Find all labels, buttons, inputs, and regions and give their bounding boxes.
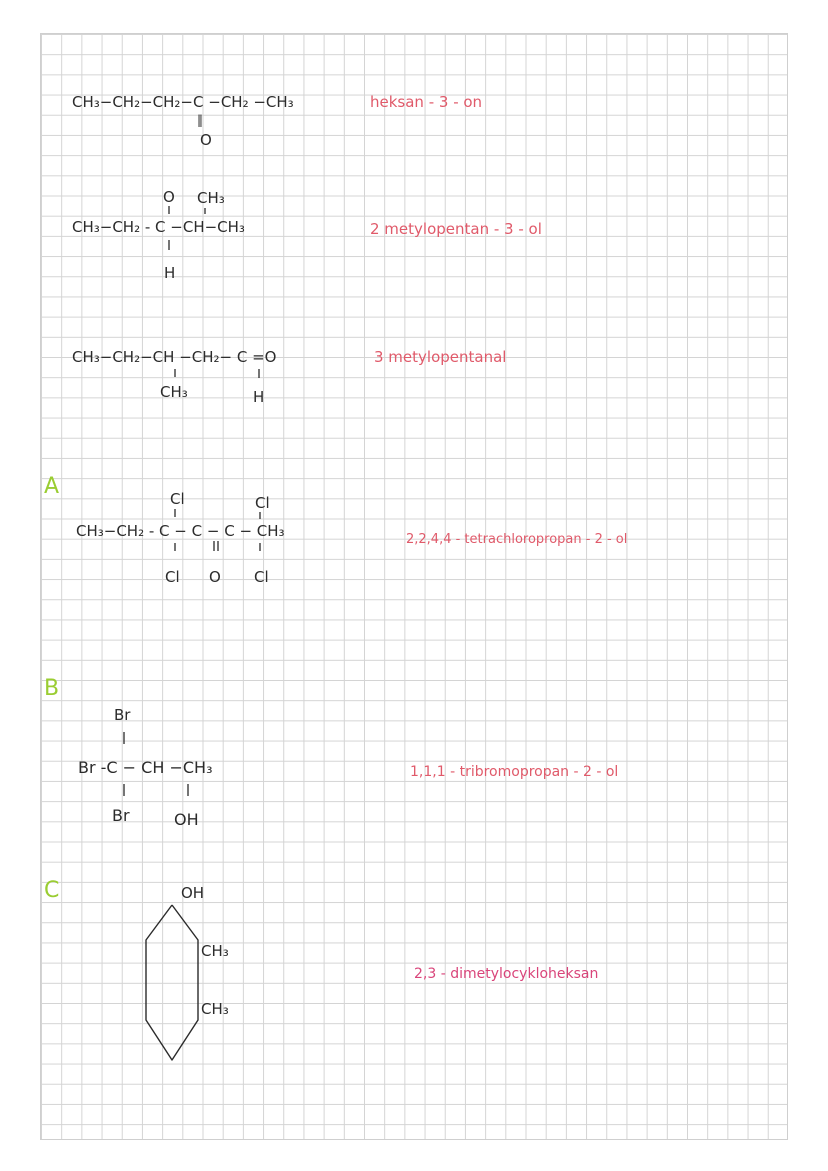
compound-5-name: 1,1,1 - tribromopropan - 2 - ol — [410, 764, 619, 780]
compound-5-bromine-bottom: Br — [112, 806, 130, 825]
compound-2-oxygen: O — [163, 188, 175, 206]
compound-3-name: 3 metylopentanal — [374, 348, 507, 366]
compound-4-name: 2,2,4,4 - tetrachloropropan - 2 - ol — [406, 532, 628, 547]
compound-4-chlorine-top-1: Cl — [170, 490, 185, 508]
compound-4-chlorine-bottom-2: Cl — [254, 568, 269, 586]
compound-3-formula: CH₃−CH₂−CH −CH₂− C =O — [72, 348, 277, 366]
compound-4-chlorine-top-2: Cl — [255, 494, 270, 512]
compound-5-formula: Br -C − CH −CH₃ — [78, 758, 213, 777]
compound-2-methyl: CH₃ — [197, 189, 225, 207]
compound-6-methyl-2: CH₃ — [201, 1000, 229, 1018]
compound-2-hydrogen: H — [164, 264, 176, 282]
margin-letter-b: B — [44, 676, 60, 701]
margin-letter-c: C — [44, 878, 60, 903]
compound-6-ring — [0, 0, 1, 1]
compound-5-hydroxyl: OH — [174, 810, 199, 829]
compound-1-double-bond: ‖ — [197, 113, 203, 127]
compound-3-methyl: CH₃ — [160, 383, 188, 401]
compound-4-oxygen: O — [209, 568, 221, 586]
compound-6-methyl-1: CH₃ — [201, 942, 229, 960]
compound-1-oxygen: O — [200, 131, 212, 149]
compound-3-hydrogen: H — [253, 388, 265, 406]
compound-6-name: 2,3 - dimetylocykloheksan — [414, 966, 599, 982]
compound-2-formula: CH₃−CH₂ - C −CH−CH₃ — [72, 218, 245, 236]
compound-6-hydroxyl: OH — [181, 884, 205, 902]
compound-5-bromine-top: Br — [114, 706, 131, 724]
compound-2-name: 2 metylopentan - 3 - ol — [370, 220, 542, 238]
compound-1-formula: CH₃−CH₂−CH₂−C −CH₂ −CH₃ — [72, 93, 294, 111]
compound-4-formula: CH₃−CH₂ - C − C − C − CH₃ — [76, 522, 285, 540]
margin-letter-a: A — [44, 474, 60, 499]
compound-4-chlorine-bottom-1: Cl — [165, 568, 180, 586]
compound-1-name: heksan - 3 - on — [370, 93, 483, 111]
